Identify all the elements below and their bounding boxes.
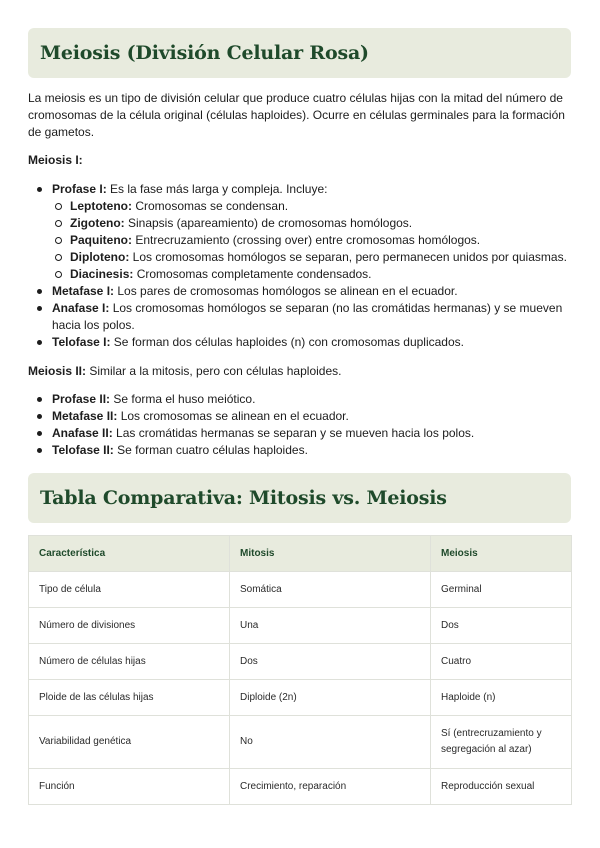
- table-row: [29, 644, 572, 680]
- table-cell: Tipo de célula: [29, 572, 230, 608]
- comparison-title-banner: [28, 473, 571, 523]
- table-cell: Haploide (n): [431, 680, 572, 716]
- subphase-desc: Cromosomas se condensan.: [132, 199, 289, 213]
- table-cell: Sí (entrecruzamiento y segregación al azar): [431, 716, 572, 769]
- list-item: [28, 408, 573, 425]
- list-item: [52, 198, 573, 215]
- list-item: [52, 266, 573, 283]
- phase-term: Anafase II:: [52, 426, 113, 440]
- list-item: [52, 249, 573, 266]
- table-row: [29, 608, 572, 644]
- meiosis-2-list: [28, 391, 573, 459]
- table-cell: Dos: [230, 644, 431, 680]
- table-cell: Función: [29, 769, 230, 805]
- phase-term: Metafase I:: [52, 284, 115, 298]
- table-cell: Una: [230, 608, 431, 644]
- phase-term: Profase II:: [52, 392, 111, 406]
- phase-desc: Las cromátidas hermanas se separan y se mueven hacia los polos.: [112, 426, 475, 440]
- subphase-desc: Sinapsis (apareamiento) de cromosomas homólogos.: [124, 216, 413, 230]
- subphase-desc: Entrecruzamiento (crossing over) entre cromosomas homólogos.: [132, 233, 481, 247]
- subphase-term: Diacinesis:: [70, 267, 134, 281]
- table-row: [29, 680, 572, 716]
- phase-desc: Se forman dos células haploides (n) con cromosomas duplicados.: [110, 335, 464, 349]
- list-item: [28, 181, 573, 283]
- phase-desc: Se forman cuatro células haploides.: [113, 443, 308, 457]
- header-cell: Mitosis: [230, 536, 431, 572]
- list-item: [28, 425, 573, 442]
- list-item: [28, 334, 573, 351]
- subphase-term: Paquiteno:: [70, 233, 132, 247]
- phase-desc: Se forma el huso meiótico.: [110, 392, 256, 406]
- header-cell: Meiosis: [431, 536, 572, 572]
- comparison-table: [28, 535, 572, 805]
- header-cell: Característica: [29, 536, 230, 572]
- phase-term: Metafase II:: [52, 409, 118, 423]
- table-cell: Número de divisiones: [29, 608, 230, 644]
- table-cell: Dos: [431, 608, 572, 644]
- meiosis-title-banner: [28, 28, 571, 78]
- table-row: [29, 716, 572, 769]
- phase-desc: Los cromosomas homólogos se separan (no las cromátidas hermanas) y se mueven hacia los polos.: [52, 301, 563, 332]
- intro-paragraph: La meiosis es un tipo de división celular que produce cuatro células hijas con la mitad del número de cromosomas de la célula original (células haploides). Ocurre en células germinales para la formación de gametos.: [28, 91, 565, 139]
- meiosis-2-paragraph: [28, 363, 573, 380]
- phase-desc: Los cromosomas se alinean en el ecuador.: [117, 409, 349, 423]
- phase-term: Telofase I:: [52, 335, 111, 349]
- meiosis-title: Meiosis (División Celular Rosa): [40, 42, 369, 64]
- phase-term: Profase I:: [52, 182, 107, 196]
- table-cell: No: [230, 716, 431, 769]
- meiosis-2-heading: Meiosis II:: [28, 364, 87, 378]
- list-item: [52, 215, 573, 232]
- phase-term: Telofase II:: [52, 443, 114, 457]
- phase-term: Anafase I:: [52, 301, 110, 315]
- prophase-1-sublist: [52, 198, 573, 283]
- meiosis-2-intro: Similar a la mitosis, pero con células haploides.: [86, 364, 342, 378]
- comparison-title: Tabla Comparativa: Mitosis vs. Meiosis: [40, 487, 447, 509]
- table-cell: Germinal: [431, 572, 572, 608]
- list-item: [28, 442, 573, 459]
- table-cell: Ploide de las células hijas: [29, 680, 230, 716]
- list-item: [28, 391, 573, 408]
- meiosis-1-list: [28, 181, 573, 351]
- table-cell: Crecimiento, reparación: [230, 769, 431, 805]
- table-row: [29, 769, 572, 805]
- subphase-term: Zigoteno:: [70, 216, 125, 230]
- table-cell: Número de células hijas: [29, 644, 230, 680]
- table-row: [29, 572, 572, 608]
- table-cell: Diploide (2n): [230, 680, 431, 716]
- table-cell: Somática: [230, 572, 431, 608]
- table-header-row: [29, 536, 572, 572]
- subphase-term: Leptoteno:: [70, 199, 132, 213]
- list-item: [28, 283, 573, 300]
- table-cell: Variabilidad genética: [29, 716, 230, 769]
- phase-desc: Los pares de cromosomas homólogos se alinean en el ecuador.: [114, 284, 458, 298]
- subphase-desc: Cromosomas completamente condensados.: [133, 267, 372, 281]
- table-cell: Cuatro: [431, 644, 572, 680]
- subphase-term: Diploteno:: [70, 250, 130, 264]
- list-item: [28, 300, 573, 334]
- table-cell: Reproducción sexual: [431, 769, 572, 805]
- subphase-desc: Los cromosomas homólogos se separan, pero permanecen unidos por quiasmas.: [129, 250, 567, 264]
- list-item: [52, 232, 573, 249]
- meiosis-1-heading: Meiosis I:: [28, 153, 83, 167]
- phase-desc: Es la fase más larga y compleja. Incluye:: [106, 182, 328, 196]
